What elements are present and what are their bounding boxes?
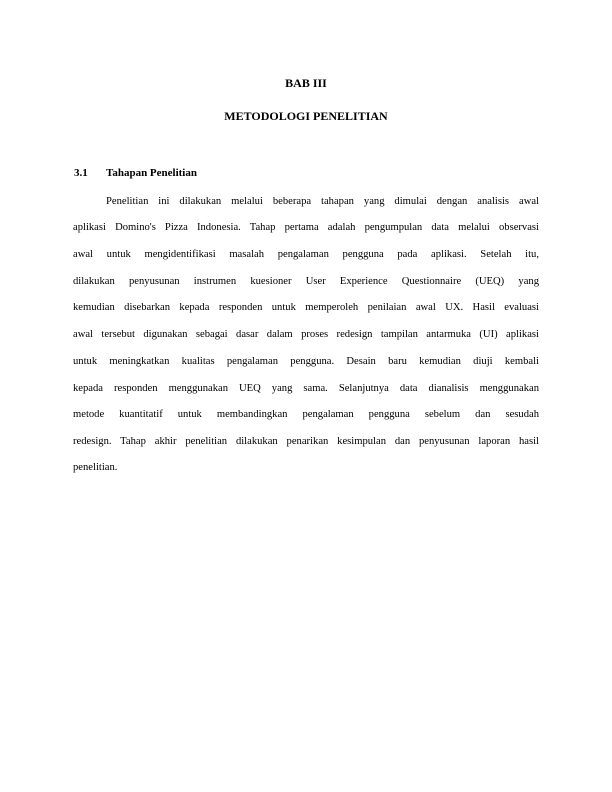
paragraph-line: Penelitian ini dilakukan melalui beberapa tahapan yang dimulai dengan analisis awal [106, 196, 539, 207]
section-title: Tahapan Penelitian [106, 167, 197, 179]
section-number: 3.1 [74, 167, 88, 179]
paragraph-line: untuk meningkatkan kualitas pengalaman pengguna. Desain baru kemudian diuji kembali [73, 356, 539, 367]
paragraph-line: metode kuantitatif untuk membandingkan pengalaman pengguna sebelum dan sesudah [73, 409, 539, 420]
chapter-label: BAB III [285, 76, 327, 90]
chapter-title: METODOLOGI PENELITIAN [224, 109, 388, 123]
paragraph-line: dilakukan penyusunan instrumen kuesioner User Experience Questionnaire (UEQ) yang [73, 276, 539, 287]
paragraph-line: awal tersebut digunakan sebagai dasar dalam proses redesign tampilan antarmuka (UI) aplikasi [73, 329, 539, 340]
paragraph-line: kemudian disebarkan kepada responden untuk memperoleh penilaian awal UX. Hasil evaluasi [73, 302, 539, 313]
paragraph-line: kepada responden menggunakan UEQ yang sama. Selanjutnya data dianalisis menggunakan [73, 383, 539, 394]
paragraph-line: aplikasi Domino's Pizza Indonesia. Tahap pertama adalah pengumpulan data melalui observasi [73, 222, 539, 233]
paragraph-line: penelitian. [73, 462, 118, 473]
paragraph-line: awal untuk mengidentifikasi masalah pengalaman pengguna pada aplikasi. Setelah itu, [73, 249, 539, 260]
paragraph-line: redesign. Tahap akhir penelitian dilakukan penarikan kesimpulan dan penyusunan laporan hasil [73, 436, 539, 447]
